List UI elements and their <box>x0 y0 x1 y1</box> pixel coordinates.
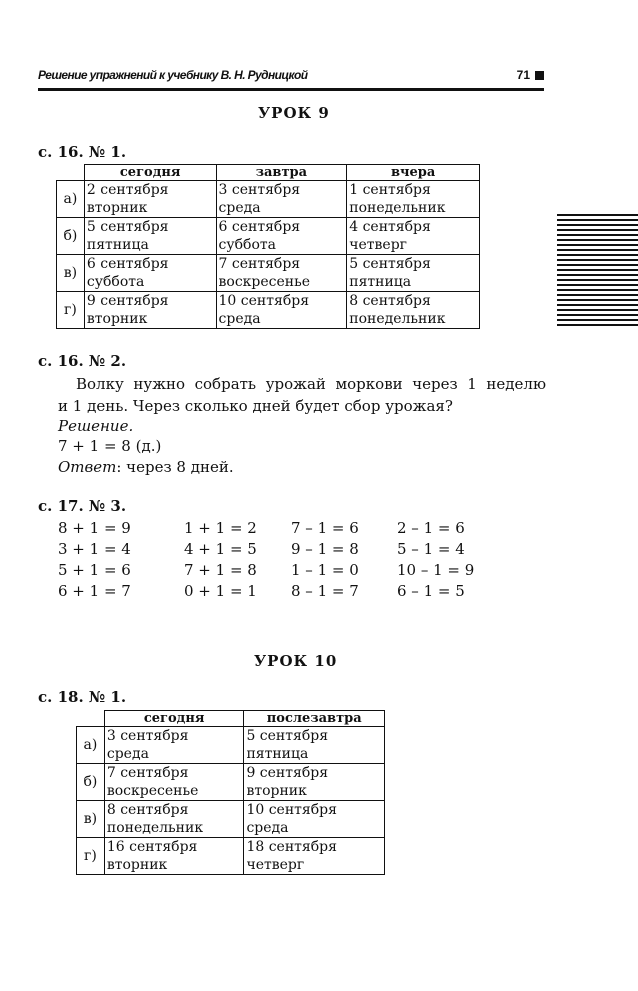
table-cell <box>244 801 385 838</box>
table-row <box>57 292 480 329</box>
row-letter: б) <box>57 218 85 255</box>
table-cell <box>104 727 244 764</box>
column-header-today: сегодня <box>104 711 244 727</box>
table-header-row <box>57 165 480 181</box>
row-letter: б) <box>77 764 105 801</box>
equation: 6 + 1 = 7 <box>58 582 131 600</box>
table-cell <box>216 181 347 218</box>
equation: 8 + 1 = 9 <box>58 519 131 537</box>
row-letter: в) <box>57 255 85 292</box>
cell-date: 18 сентября <box>246 839 337 855</box>
table-cell <box>244 727 385 764</box>
cell-date: 8 сентября <box>106 802 189 818</box>
cell-weekday: пятница <box>349 274 412 290</box>
row-letter: а) <box>57 181 85 218</box>
row-letter: в) <box>77 801 105 838</box>
table-cell <box>84 292 216 329</box>
cell-weekday: среда <box>218 200 261 216</box>
answer-label: Ответ <box>58 458 117 476</box>
cell-date: 5 сентября <box>349 256 431 272</box>
exercise-ref-17-3: с. 17. № 3. <box>38 497 127 515</box>
table-cell <box>347 218 480 255</box>
table-row <box>57 181 480 218</box>
cell-date: 4 сентября <box>349 219 431 235</box>
cell-date: 7 сентября <box>218 256 301 272</box>
cell-date: 16 сентября <box>106 839 198 855</box>
cell-weekday: вторник <box>86 200 148 216</box>
row-letter: а) <box>77 727 105 764</box>
equation: 1 + 1 = 2 <box>184 519 257 537</box>
cell-date: 5 сентября <box>86 219 169 235</box>
table-header-row <box>77 711 385 727</box>
running-header <box>38 66 544 91</box>
column-header-day-after-tomorrow: послезавтра <box>244 711 385 727</box>
table-cell <box>84 255 216 292</box>
table-header-blank <box>77 711 105 727</box>
cell-weekday: пятница <box>86 237 149 253</box>
problem-text-line-2: и 1 день. Через сколько дней будет сбор урожая? <box>58 397 453 415</box>
table-row <box>57 218 480 255</box>
cell-weekday: воскресенье <box>106 783 199 799</box>
page-marker-square <box>535 71 544 80</box>
margin-stripes-decoration <box>557 214 638 328</box>
table-cell <box>244 838 385 875</box>
cell-date: 3 сентября <box>218 182 301 198</box>
cell-weekday: понедельник <box>349 311 446 327</box>
cell-date: 7 сентября <box>106 765 189 781</box>
table-header-blank <box>57 165 85 181</box>
equation: 10 – 1 = 9 <box>397 561 475 579</box>
cell-weekday: четверг <box>349 237 407 253</box>
cell-weekday: понедельник <box>106 820 204 836</box>
cell-date: 8 сентября <box>349 293 431 309</box>
table-cell <box>84 181 216 218</box>
equation: 2 – 1 = 6 <box>397 519 465 537</box>
table-cell <box>244 764 385 801</box>
cell-weekday: воскресенье <box>218 274 311 290</box>
schedule-table-lesson-9 <box>56 164 480 329</box>
page-number: 71 <box>516 68 530 82</box>
cell-date: 6 сентября <box>86 256 169 272</box>
table-row <box>77 727 385 764</box>
lesson-10-title: УРОК 10 <box>254 652 338 670</box>
table-cell <box>104 764 244 801</box>
header-title: Решение упражнений к учебнику В. Н. Рудницкой <box>38 68 308 82</box>
answer-line <box>58 457 234 477</box>
cell-date: 5 сентября <box>246 728 329 744</box>
cell-weekday: суббота <box>218 237 276 253</box>
table-cell <box>104 801 244 838</box>
table-cell <box>347 255 480 292</box>
schedule-table-lesson-10 <box>76 710 385 875</box>
equation: 6 – 1 = 5 <box>397 582 465 600</box>
table-cell <box>216 255 347 292</box>
cell-date: 9 сентября <box>246 765 329 781</box>
table-cell <box>347 181 480 218</box>
exercise-ref-18-1: с. 18. № 1. <box>38 688 127 706</box>
equation: 4 + 1 = 5 <box>184 540 257 558</box>
equation: 7 – 1 = 6 <box>291 519 359 537</box>
equation: 3 + 1 = 4 <box>58 540 131 558</box>
table-row <box>57 255 480 292</box>
column-header-yesterday: вчера <box>347 165 480 181</box>
column-header-today: сегодня <box>84 165 216 181</box>
cell-weekday: среда <box>246 820 289 836</box>
equation: 1 – 1 = 0 <box>291 561 359 579</box>
table-cell <box>84 218 216 255</box>
table-cell <box>104 838 244 875</box>
equation: 9 – 1 = 8 <box>291 540 359 558</box>
cell-weekday: пятница <box>246 746 309 762</box>
cell-weekday: понедельник <box>349 200 446 216</box>
exercise-ref-16-2: с. 16. № 2. <box>38 352 127 370</box>
column-header-tomorrow: завтра <box>216 165 347 181</box>
cell-weekday: вторник <box>106 857 168 873</box>
solution-label: Решение. <box>58 417 134 435</box>
equation: 5 + 1 = 6 <box>58 561 131 579</box>
cell-date: 2 сентября <box>86 182 169 198</box>
table-row <box>77 801 385 838</box>
cell-weekday: среда <box>218 311 261 327</box>
cell-date: 3 сентября <box>106 728 189 744</box>
table-cell <box>347 292 480 329</box>
table-cell <box>216 218 347 255</box>
cell-date: 6 сентября <box>218 219 301 235</box>
table-row <box>77 838 385 875</box>
exercise-ref-16-1: с. 16. № 1. <box>38 143 127 161</box>
cell-date: 10 сентября <box>246 802 337 818</box>
equation: 5 – 1 = 4 <box>397 540 465 558</box>
equation: 7 + 1 = 8 <box>184 561 257 579</box>
equation: 8 – 1 = 7 <box>291 582 359 600</box>
equation: 0 + 1 = 1 <box>184 582 257 600</box>
row-letter: г) <box>57 292 85 329</box>
lesson-9-title: УРОК 9 <box>258 104 330 122</box>
table-row <box>77 764 385 801</box>
cell-date: 9 сентября <box>86 293 169 309</box>
solution-equation: 7 + 1 = 8 (д.) <box>58 437 162 455</box>
cell-weekday: среда <box>106 746 149 762</box>
row-letter: г) <box>77 838 105 875</box>
cell-weekday: четверг <box>246 857 305 873</box>
cell-date: 1 сентября <box>349 182 431 198</box>
cell-date: 10 сентября <box>218 293 310 309</box>
cell-weekday: суббота <box>86 274 145 290</box>
cell-weekday: вторник <box>86 311 148 327</box>
answer-text: : через 8 дней. <box>116 458 234 476</box>
problem-text-line-1: Волку нужно собрать урожай моркови через 1 неделю <box>76 375 546 393</box>
cell-weekday: вторник <box>246 783 307 799</box>
table-cell <box>216 292 347 329</box>
